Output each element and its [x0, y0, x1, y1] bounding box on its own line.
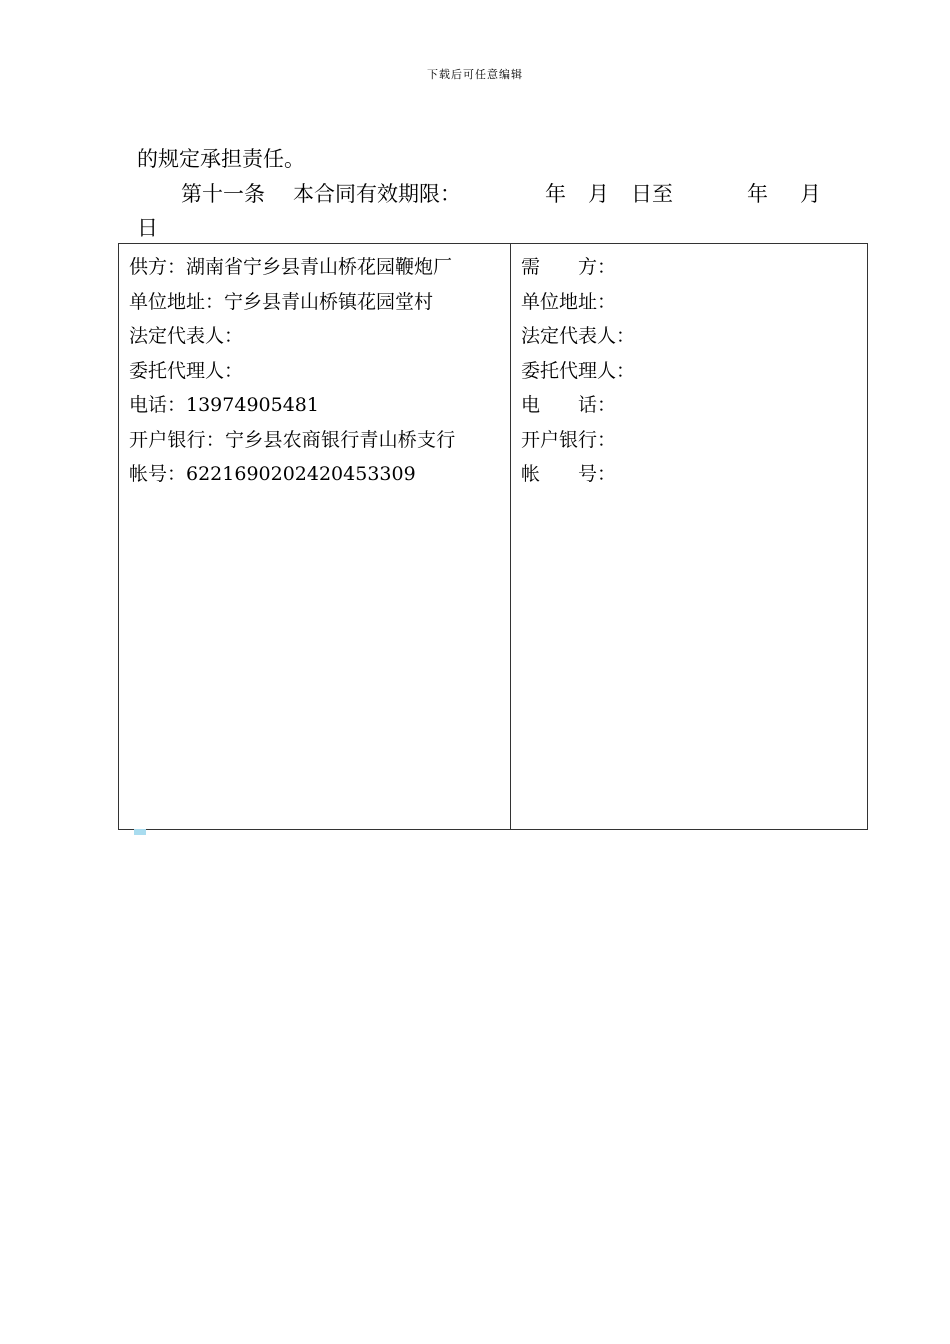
supplier-bank: 开户银行：宁乡县农商银行青山桥支行 [129, 428, 456, 451]
clause-text: 本合同有效期限： [293, 182, 461, 206]
supplier-legal-rep: 法定代表人： [129, 325, 244, 347]
paragraph-continuation: 的规定承担责任。 [137, 147, 305, 171]
supplier-phone: 电话：13974905481 [129, 394, 319, 416]
supplier-agent: 委托代理人： [129, 359, 244, 382]
supplier-account: 帐号：6221690202420453309 [129, 463, 416, 485]
supplier-address: 单位地址：宁乡县青山桥镇花园堂村 [129, 290, 434, 313]
year-label-1: 年 [545, 182, 566, 206]
year-label-2: 年 [747, 182, 768, 206]
buyer-legal-rep: 法定代表人： [521, 325, 636, 347]
supplier-name: 供方：湖南省宁乡县青山桥花园鞭炮厂 [129, 256, 453, 278]
buyer-bank: 开户银行： [521, 428, 617, 451]
month-label-1: 月 [588, 182, 609, 206]
signature-table [118, 243, 868, 830]
buyer-account: 帐 号： [521, 463, 617, 485]
buyer-name: 需 方： [521, 256, 617, 278]
clause-label: 第十一条 [181, 182, 265, 206]
page-header-note: 下载后可任意编辑 [427, 68, 523, 81]
clause-eleven [137, 178, 857, 208]
buyer-phone: 电 话： [521, 394, 617, 416]
buyer-agent: 委托代理人： [521, 359, 636, 382]
buyer-column [511, 244, 867, 829]
month-label-2: 月 [800, 182, 821, 206]
supplier-column [119, 244, 511, 829]
day-label-2: 日 [137, 216, 158, 240]
text-cursor-marker [134, 829, 146, 835]
buyer-address: 单位地址： [521, 290, 617, 313]
day-to-label: 日至 [631, 182, 673, 206]
